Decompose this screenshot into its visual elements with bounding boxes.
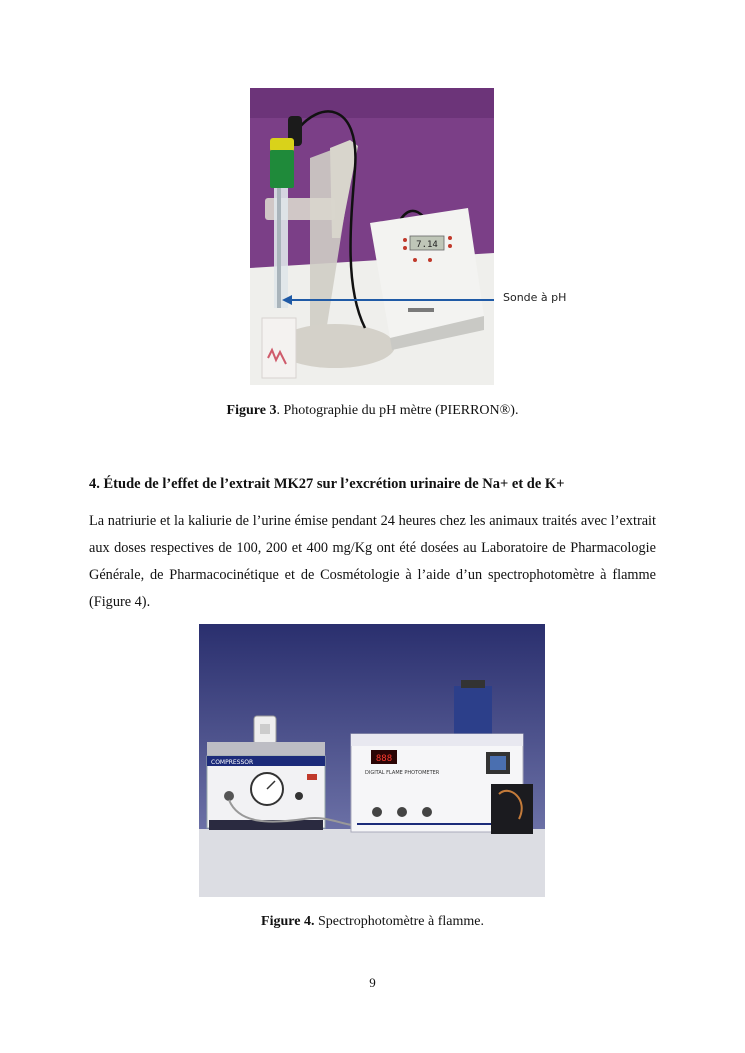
figure-4-caption [0, 914, 745, 930]
photometer-display-value: 888 [375, 754, 393, 764]
photometer-title-text: DIGITAL FLAME PHOTOMETER [365, 770, 440, 776]
compressor-brand-text: COMPRESSOR [211, 759, 254, 766]
section-heading: 4. Étude de l’effet de l’extrait MK27 sur l’excrétion urinaire de Na+ et de K+ [89, 476, 565, 492]
figure-3-caption-text: . Photographie du pH mètre (PIERRON®). [276, 403, 519, 418]
probe-annotation-label: Sonde à pH [503, 291, 567, 304]
flame-photometer-photo [199, 624, 545, 897]
figure-3-label: Figure 3 [226, 403, 277, 418]
figure-4-label: Figure 4. [261, 914, 315, 929]
figure-3-caption [0, 403, 745, 419]
section-paragraph: La natriurie et la kaliurie de l’urine émise pendant 24 heures chez les animaux traités avec l’extrait aux doses respectives de 100, 200 et 400 mg/Kg ont été dosées au Laboratoire de Pharmacologie Générale, de Pharmacocinétique et de Cosmétologie à l’aide d’un spectrophotomètre à flamme (Figure 4). [89, 513, 656, 610]
figure-4-caption-text: Spectrophotomètre à flamme. [314, 914, 484, 929]
ph-meter-photo [250, 88, 494, 385]
ph-display-value: 7.14 [416, 240, 438, 250]
page-number: 9 [369, 975, 376, 990]
